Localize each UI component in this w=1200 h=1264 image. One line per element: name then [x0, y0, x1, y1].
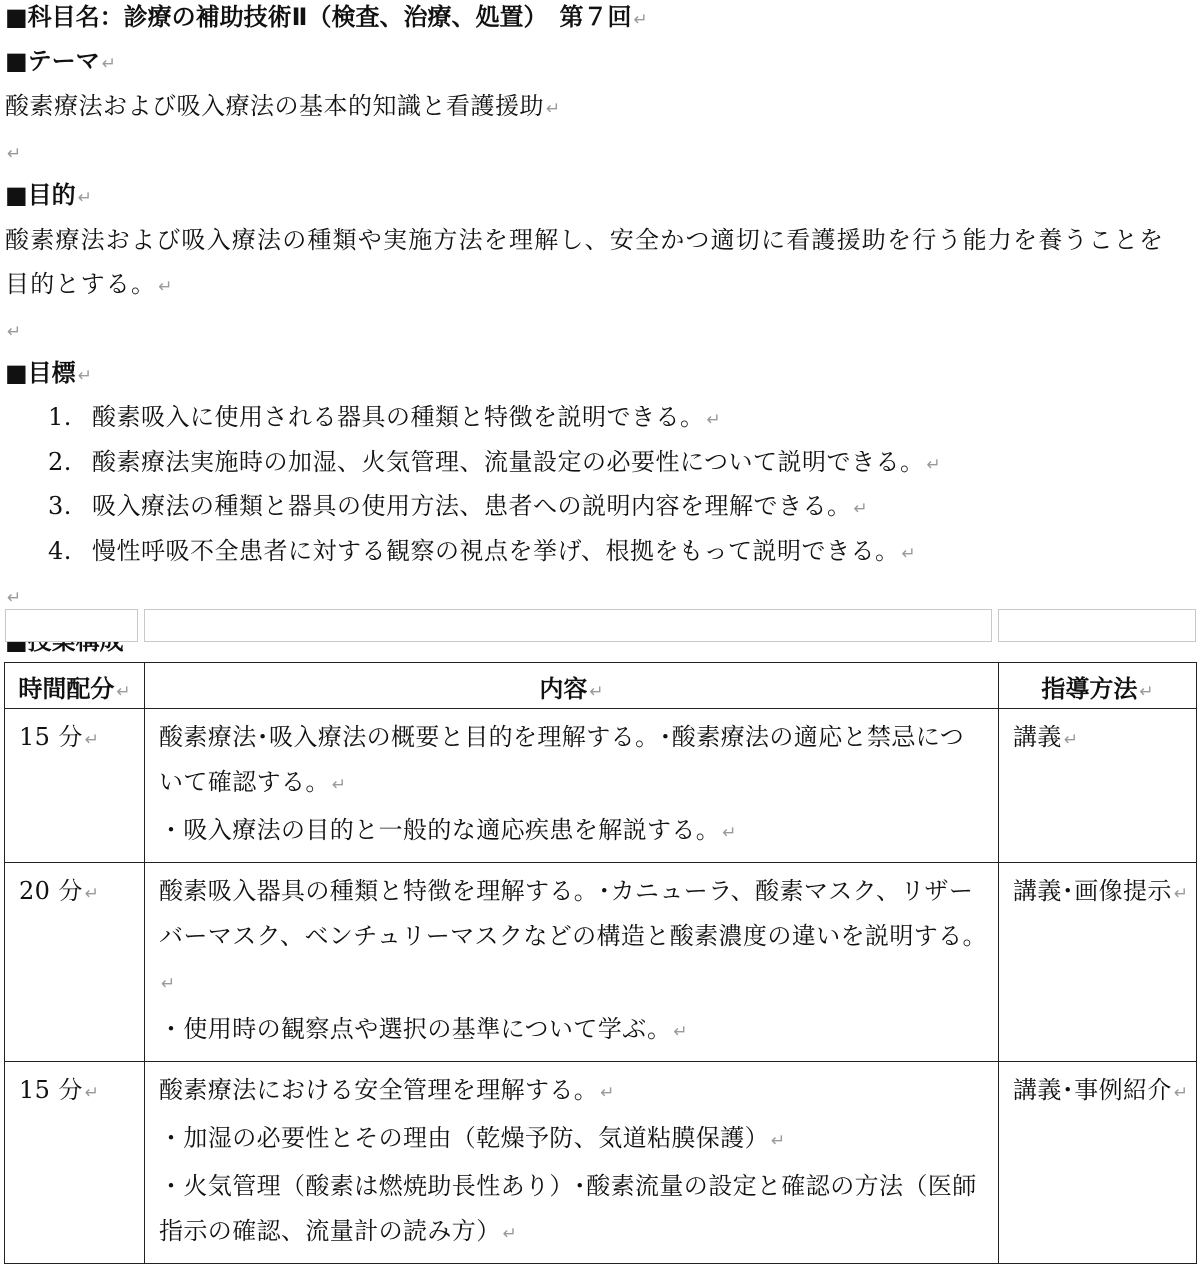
- content-paragraph: [159, 869, 988, 1007]
- purpose-heading: [5, 180, 92, 213]
- cell-method: [999, 1062, 1197, 1264]
- content-text: ・使用時の観察点や選択の基準について学ぶ。: [159, 1015, 672, 1043]
- paragraph-mark-icon: ↵: [331, 775, 347, 795]
- paragraph-mark-icon: ↵: [706, 410, 722, 430]
- structure-heading: [5, 641, 165, 653]
- goal-item: [48, 447, 941, 480]
- purpose-line-1: [5, 225, 1164, 255]
- empty-paragraph: [5, 314, 21, 347]
- blank-field-method[interactable]: [998, 609, 1196, 642]
- cell-time: [5, 709, 145, 863]
- paragraph-mark-icon: ↵: [1139, 682, 1154, 702]
- paragraph-mark-icon: ↵: [84, 884, 100, 904]
- content-paragraph: [159, 715, 988, 808]
- goals-heading: [5, 358, 92, 391]
- paragraph-mark-icon: ↵: [77, 366, 92, 386]
- course-title-text: ■科目名：診療の補助技術Ⅱ（検査、治療、処置） 第７回: [5, 3, 632, 31]
- header-method-label: 指導方法: [1041, 675, 1138, 703]
- content-paragraph: [159, 1007, 988, 1055]
- goal-text: 吸入療法の種類と器具の使用方法、患者への説明内容を理解できる。: [92, 492, 852, 520]
- purpose-heading-text: ■目的: [5, 181, 76, 209]
- paragraph-mark-icon: ↵: [161, 974, 176, 994]
- paragraph-mark-icon: ↵: [7, 588, 22, 608]
- content-text: 酸素吸入器具の種類と特徴を理解する。･カニューラ、酸素マスク、リザーバーマスク、ベンチュリーマスクなどの構造と酸素濃度の違いを説明する。: [159, 877, 987, 950]
- header-method: [999, 663, 1197, 709]
- theme-heading-text: ■テーマ: [5, 47, 100, 75]
- theme-text-value: 酸素療法および吸入療法の基本的知識と看護援助: [5, 92, 544, 120]
- purpose-line-2: [5, 269, 174, 302]
- table-header-row: [5, 663, 1197, 709]
- goal-text: 酸素療法実施時の加湿、火気管理、流量設定の必要性について説明できる。: [92, 448, 925, 476]
- header-time: [5, 663, 145, 709]
- paragraph-mark-icon: ↵: [1173, 884, 1189, 904]
- cell-content: [145, 863, 999, 1062]
- content-paragraph: [159, 1164, 988, 1257]
- content-text: 酸素療法･吸入療法の概要と目的を理解する。･酸素療法の適応と禁忌について確認する。: [159, 723, 965, 796]
- goal-text: 酸素吸入に使用される器具の種類と特徴を説明できる。: [92, 403, 705, 431]
- content-paragraph: [159, 808, 988, 856]
- blank-field-time[interactable]: [5, 609, 138, 642]
- paragraph-mark-icon: ↵: [77, 188, 92, 208]
- purpose-text-2: 目的とする。: [5, 270, 157, 298]
- lesson-plan-table: [4, 662, 1197, 1264]
- header-time-label: 時間配分: [18, 675, 115, 703]
- time-value: 15 分: [19, 1076, 83, 1104]
- cell-method: [999, 709, 1197, 863]
- goal-item: [48, 402, 721, 435]
- goals-heading-text: ■目標: [5, 359, 76, 387]
- paragraph-mark-icon: ↵: [7, 322, 22, 342]
- paragraph-mark-icon: ↵: [771, 1131, 786, 1151]
- blank-field-content[interactable]: [144, 609, 992, 642]
- paragraph-mark-icon: ↵: [1063, 730, 1079, 750]
- paragraph-mark-icon: ↵: [853, 499, 869, 519]
- cell-content: [145, 709, 999, 863]
- goal-number: 1.: [48, 403, 72, 431]
- paragraph-mark-icon: ↵: [101, 54, 116, 74]
- method-value: 講義: [1013, 723, 1062, 751]
- paragraph-mark-icon: ↵: [158, 277, 174, 297]
- paragraph-mark-icon: ↵: [546, 99, 561, 119]
- method-value: 講義･画像提示: [1013, 877, 1172, 905]
- paragraph-mark-icon: ↵: [84, 1083, 100, 1103]
- paragraph-mark-icon: ↵: [926, 455, 942, 475]
- paragraph-mark-icon: ↵: [1173, 1083, 1189, 1103]
- goal-number: 3.: [48, 492, 72, 520]
- time-value: 15 分: [19, 723, 83, 751]
- paragraph-mark-icon: ↵: [722, 823, 737, 843]
- paragraph-mark-icon: ↵: [84, 730, 100, 750]
- purpose-text-1: 酸素療法および吸入療法の種類や実施方法を理解し、安全かつ適切に看護援助を行う能力を養うことを: [5, 226, 1165, 254]
- empty-paragraph: [5, 136, 21, 169]
- header-content-label: 内容: [539, 675, 588, 703]
- table-row: [5, 1062, 1197, 1264]
- header-content: [145, 663, 999, 709]
- table-row: [5, 709, 1197, 863]
- paragraph-mark-icon: ↵: [633, 10, 648, 30]
- content-text: ・火気管理（酸素は燃焼助長性あり）･酸素流量の設定と確認の方法（医師指示の確認、流量計の読み方）: [159, 1172, 977, 1245]
- paragraph-mark-icon: ↵: [7, 144, 22, 164]
- content-paragraph: [159, 1068, 988, 1116]
- content-text: ・加湿の必要性とその理由（乾燥予防、気道粘膜保護）: [159, 1124, 769, 1152]
- table-row: [5, 863, 1197, 1062]
- course-title: [5, 2, 648, 35]
- paragraph-mark-icon: ↵: [901, 544, 917, 564]
- cell-time: [5, 1062, 145, 1264]
- paragraph-mark-icon: ↵: [589, 682, 604, 702]
- content-paragraph: [159, 1116, 988, 1164]
- goal-item: [48, 491, 868, 524]
- content-text: ・吸入療法の目的と一般的な適応疾患を解説する。: [159, 816, 721, 844]
- cell-content: [145, 1062, 999, 1264]
- content-text: 酸素療法における安全管理を理解する。: [159, 1076, 599, 1104]
- goal-item: [48, 536, 916, 569]
- theme-heading: [5, 46, 116, 79]
- cell-time: [5, 863, 145, 1062]
- theme-text: [5, 91, 561, 124]
- goal-number: 2.: [48, 448, 72, 476]
- method-value: 講義･事例紹介: [1013, 1076, 1172, 1104]
- cell-method: [999, 863, 1197, 1062]
- goal-number: 4.: [48, 537, 72, 565]
- time-value: 20 分: [19, 877, 83, 905]
- paragraph-mark-icon: ↵: [600, 1083, 615, 1103]
- paragraph-mark-icon: ↵: [673, 1022, 689, 1042]
- goal-text: 慢性呼吸不全患者に対する観察の視点を挙げ、根拠をもって説明できる。: [92, 537, 900, 565]
- paragraph-mark-icon: ↵: [116, 682, 131, 702]
- paragraph-mark-icon: ↵: [502, 1224, 518, 1244]
